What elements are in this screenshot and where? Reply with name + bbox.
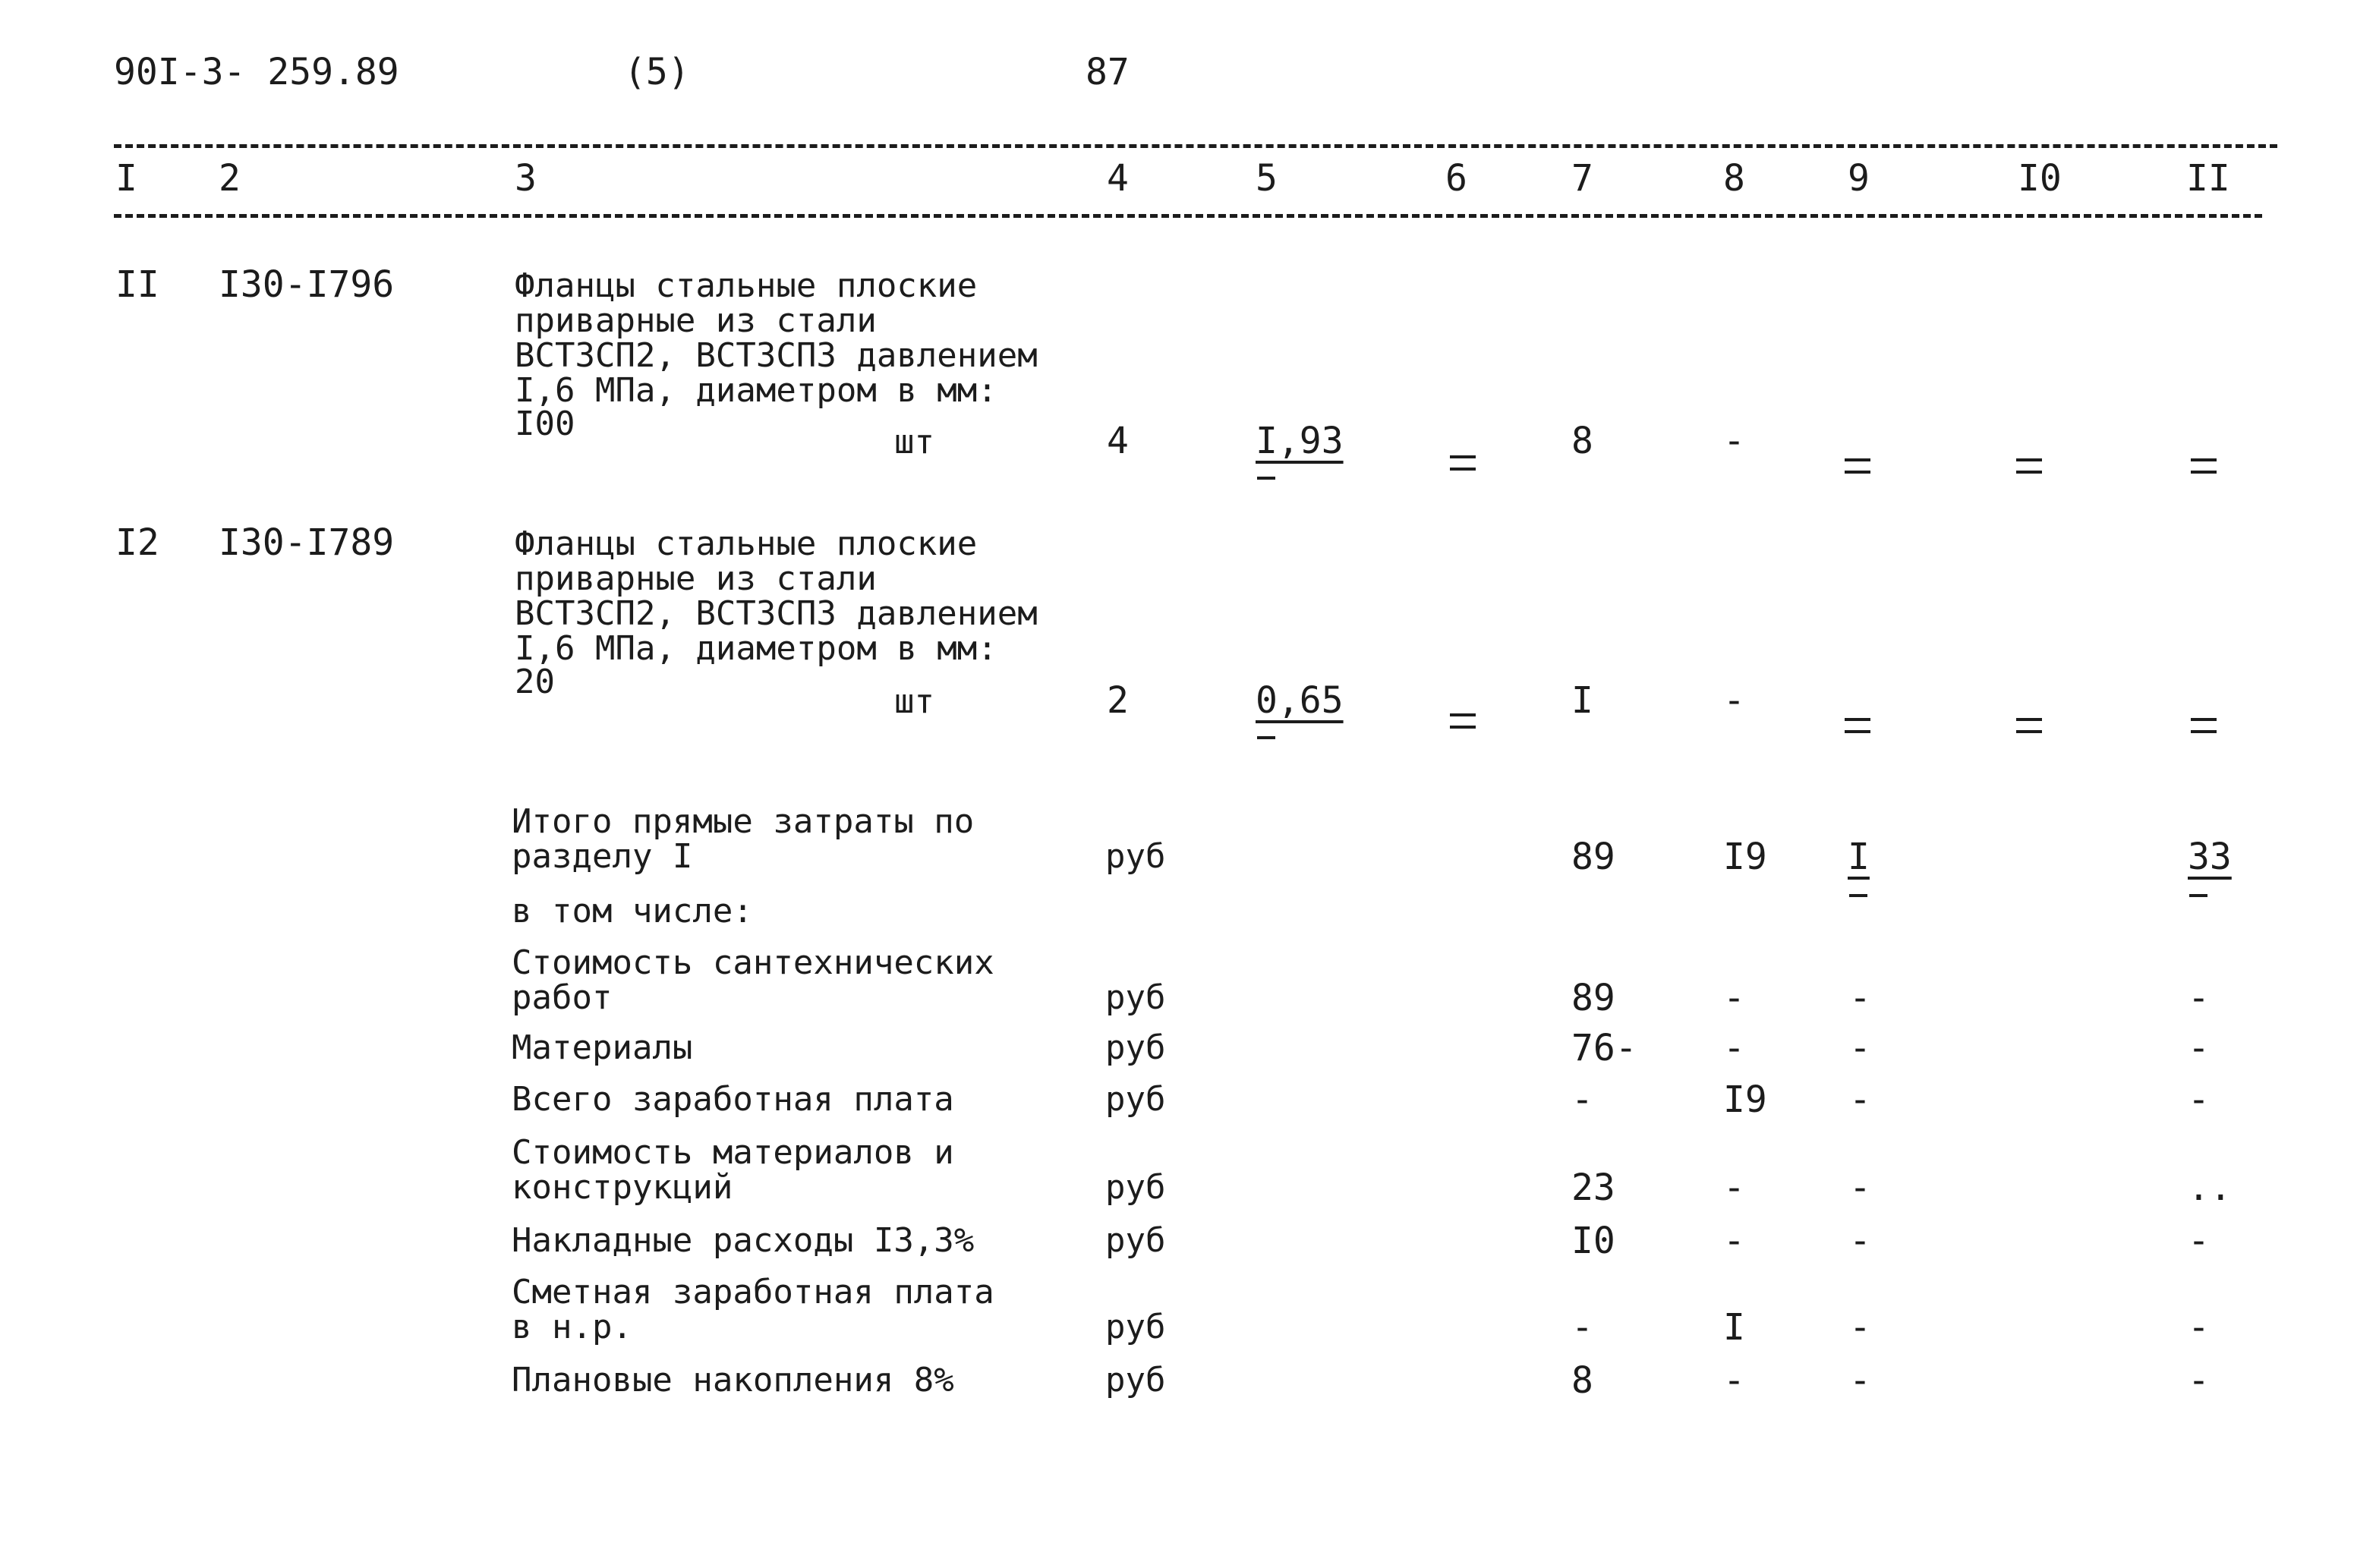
price-mark bbox=[1257, 477, 1275, 480]
breakdown-col11: - bbox=[2188, 1359, 2210, 1402]
totals-label-line: разделу I bbox=[512, 837, 693, 876]
breakdown-unit: руб bbox=[1105, 1168, 1166, 1207]
column-header-5: 5 bbox=[1256, 157, 1278, 200]
column-header-8: 8 bbox=[1723, 157, 1745, 200]
item-description-line: приварные из стали bbox=[515, 559, 877, 598]
breakdown-label-line: конструкций bbox=[512, 1168, 733, 1207]
item-unit: шт bbox=[894, 423, 934, 461]
header-rule-bottom bbox=[114, 214, 2262, 218]
ditto-mark bbox=[2012, 451, 2047, 481]
breakdown-label-line: Стоимость сантехнических bbox=[512, 943, 994, 982]
breakdown-col9: - bbox=[1849, 977, 1871, 1019]
breakdown-col8: - bbox=[1723, 977, 1745, 1019]
ditto-mark bbox=[1840, 710, 1875, 741]
breakdown-col7: 89 bbox=[1571, 977, 1615, 1019]
breakdown-unit: руб bbox=[1105, 1028, 1166, 1067]
item-number: I2 bbox=[115, 521, 159, 564]
price-mark bbox=[1257, 736, 1275, 739]
breakdown-label-line: работ bbox=[512, 978, 613, 1017]
breakdown-col8: - bbox=[1723, 1027, 1745, 1069]
totals-subheading: в том числе: bbox=[512, 892, 753, 930]
breakdown-unit: руб bbox=[1105, 1361, 1166, 1400]
breakdown-col9: - bbox=[1849, 1359, 1871, 1402]
item-col7: 8 bbox=[1571, 420, 1593, 462]
document-code: 90I-3- 259.89 bbox=[114, 51, 399, 93]
breakdown-label-line: Стоимость материалов и bbox=[512, 1133, 954, 1172]
breakdown-col11: - bbox=[2188, 1306, 2210, 1349]
breakdown-label-line: Плановые накопления 8% bbox=[512, 1361, 954, 1400]
breakdown-label-line: Накладные расходы I3,3% bbox=[512, 1221, 975, 1260]
item-col8: - bbox=[1723, 679, 1745, 722]
item-description-line: Фланцы стальные плоские bbox=[515, 524, 978, 563]
ditto-mark bbox=[2186, 710, 2221, 741]
column-header-2: 2 bbox=[219, 157, 241, 200]
column-header-11: II bbox=[2186, 157, 2230, 200]
column-header-3: 3 bbox=[515, 157, 537, 200]
breakdown-col8: I bbox=[1723, 1306, 1745, 1349]
sheet-number: (5) bbox=[624, 51, 690, 93]
item-unit: шт bbox=[894, 682, 934, 721]
item-description-line: 20 bbox=[515, 663, 555, 701]
breakdown-col7: 23 bbox=[1571, 1167, 1615, 1209]
item-unit-price: I,93 bbox=[1256, 420, 1344, 462]
ditto-mark bbox=[1840, 451, 1875, 481]
item-description-line: Фланцы стальные плоские bbox=[515, 266, 978, 305]
column-header-7: 7 bbox=[1571, 157, 1593, 200]
item-code: I30-I796 bbox=[219, 263, 395, 306]
ditto-mark bbox=[2012, 710, 2047, 741]
item-col7: I bbox=[1571, 679, 1593, 722]
breakdown-col11: - bbox=[2188, 1027, 2210, 1069]
breakdown-col9: - bbox=[1849, 1027, 1871, 1069]
breakdown-label-line: в н.р. bbox=[512, 1308, 632, 1346]
totals-col9-mark bbox=[1849, 894, 1867, 897]
breakdown-label-line: Сметная заработная плата bbox=[512, 1273, 994, 1311]
breakdown-col11: - bbox=[2188, 977, 2210, 1019]
totals-unit: руб bbox=[1105, 837, 1166, 876]
item-description-line: ВСТ3СП2, ВСТ3СП3 давлением bbox=[515, 594, 1038, 633]
item-description-line: I,6 МПа, диаметром в мм: bbox=[515, 629, 997, 668]
breakdown-col7: 76- bbox=[1571, 1027, 1637, 1069]
item-description-line: I,6 МПа, диаметром в мм: bbox=[515, 371, 997, 410]
totals-label-line: Итого прямые затраты по bbox=[512, 802, 975, 841]
item-code: I30-I789 bbox=[219, 521, 395, 564]
breakdown-col8: I9 bbox=[1723, 1078, 1767, 1121]
breakdown-col7: I0 bbox=[1571, 1220, 1615, 1262]
breakdown-col7: - bbox=[1571, 1078, 1593, 1121]
breakdown-col8: - bbox=[1723, 1359, 1745, 1402]
totals-col7: 89 bbox=[1571, 836, 1615, 878]
totals-col11-mark bbox=[2189, 894, 2207, 897]
breakdown-unit: руб bbox=[1105, 1080, 1166, 1119]
breakdown-col8: - bbox=[1723, 1220, 1745, 1262]
breakdown-col11: .. bbox=[2188, 1167, 2232, 1209]
breakdown-col9: - bbox=[1849, 1078, 1871, 1121]
ditto-mark bbox=[1445, 706, 1480, 736]
column-header-1: I bbox=[115, 157, 137, 200]
ditto-mark bbox=[1445, 448, 1480, 478]
totals-col9: I bbox=[1848, 836, 1870, 878]
header-rule-top bbox=[114, 144, 2277, 148]
page-number: 87 bbox=[1086, 51, 1130, 93]
breakdown-col11: - bbox=[2188, 1078, 2210, 1121]
breakdown-unit: руб bbox=[1105, 978, 1166, 1017]
column-header-9: 9 bbox=[1848, 157, 1870, 200]
breakdown-col9: - bbox=[1849, 1167, 1871, 1209]
item-description-line: I00 bbox=[515, 405, 575, 443]
totals-col8: I9 bbox=[1723, 836, 1767, 878]
item-description-line: приварные из стали bbox=[515, 301, 877, 340]
item-col8: - bbox=[1723, 420, 1745, 462]
totals-col11: 33 bbox=[2188, 836, 2232, 878]
ditto-mark bbox=[2186, 451, 2221, 481]
breakdown-unit: руб bbox=[1105, 1308, 1166, 1346]
breakdown-unit: руб bbox=[1105, 1221, 1166, 1260]
column-header-4: 4 bbox=[1107, 157, 1129, 200]
item-number: II bbox=[115, 263, 159, 306]
breakdown-col9: - bbox=[1849, 1220, 1871, 1262]
breakdown-col9: - bbox=[1849, 1306, 1871, 1349]
breakdown-label-line: Всего заработная плата bbox=[512, 1080, 954, 1119]
item-description-line: ВСТ3СП2, ВСТ3СП3 давлением bbox=[515, 336, 1038, 375]
column-header-6: 6 bbox=[1445, 157, 1467, 200]
breakdown-col7: - bbox=[1571, 1306, 1593, 1349]
item-unit-price: 0,65 bbox=[1256, 679, 1344, 722]
column-header-10: I0 bbox=[2018, 157, 2062, 200]
item-quantity: 2 bbox=[1107, 679, 1129, 722]
breakdown-col11: - bbox=[2188, 1220, 2210, 1262]
breakdown-col8: - bbox=[1723, 1167, 1745, 1209]
item-quantity: 4 bbox=[1107, 420, 1129, 462]
breakdown-label-line: Материалы bbox=[512, 1028, 693, 1067]
breakdown-col7: 8 bbox=[1571, 1359, 1593, 1402]
